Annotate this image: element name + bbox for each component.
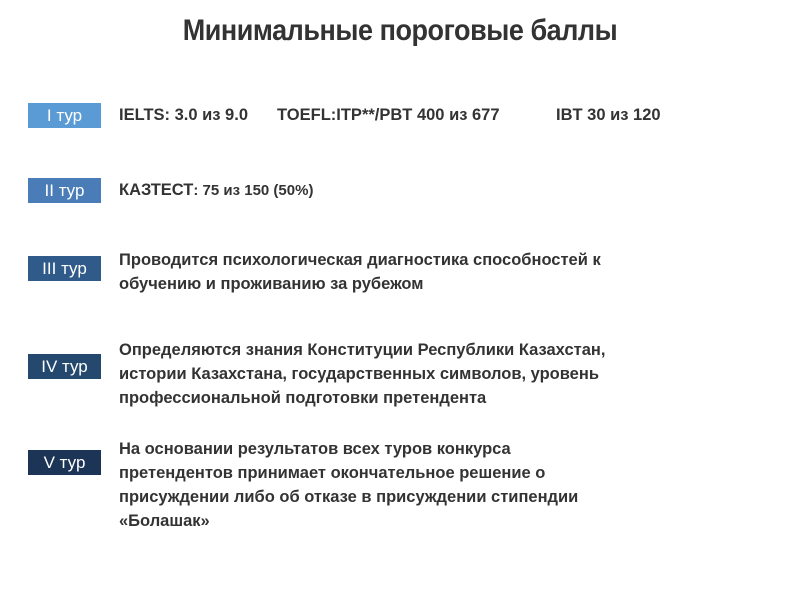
toefl-score: TOEFL:ITP**/PBT 400 из 677: [277, 106, 500, 124]
round-5-line-4: «Болашак»: [119, 512, 210, 530]
round-4-description: [119, 338, 605, 410]
round-5-line-3: присуждении либо об отказе в присуждении стипендии: [119, 488, 579, 506]
round-4-badge: IV тур: [28, 354, 101, 379]
round-3-badge: III тур: [28, 256, 101, 281]
round-5-badge: V тур: [28, 450, 101, 475]
round-2-badge: II тур: [28, 178, 101, 203]
round-3-line-1: Проводится психологическая диагностика способностей к: [119, 251, 601, 269]
round-3-line-2: обучению и проживанию за рубежом: [119, 275, 424, 293]
ielts-score: IELTS: 3.0 из 9.0: [119, 106, 248, 124]
ibt-score: IBT 30 из 120: [556, 106, 661, 124]
round-1-badge: I тур: [28, 103, 101, 128]
round-5-line-2: претендентов принимает окончательное решение о: [119, 464, 546, 482]
round-1-scores: [119, 103, 719, 127]
kaztest-score: : 75 из 150 (50%): [193, 182, 314, 199]
round-4-line-1: Определяются знания Конституции Республики Казахстан,: [119, 341, 606, 359]
round-2-description: [119, 178, 313, 203]
round-3-description: [119, 248, 601, 296]
round-4-line-3: профессиональной подготовки претендента: [119, 389, 487, 407]
page-title: Минимальные пороговые баллы: [182, 14, 618, 47]
round-5-description: [119, 437, 578, 533]
round-4-line-2: истории Казахстана, государственных символов, уровень: [119, 365, 599, 383]
round-5-line-1: На основании результатов всех туров конкурса: [119, 440, 511, 458]
kaztest-label: КАЗТЕСТ: [119, 181, 194, 199]
